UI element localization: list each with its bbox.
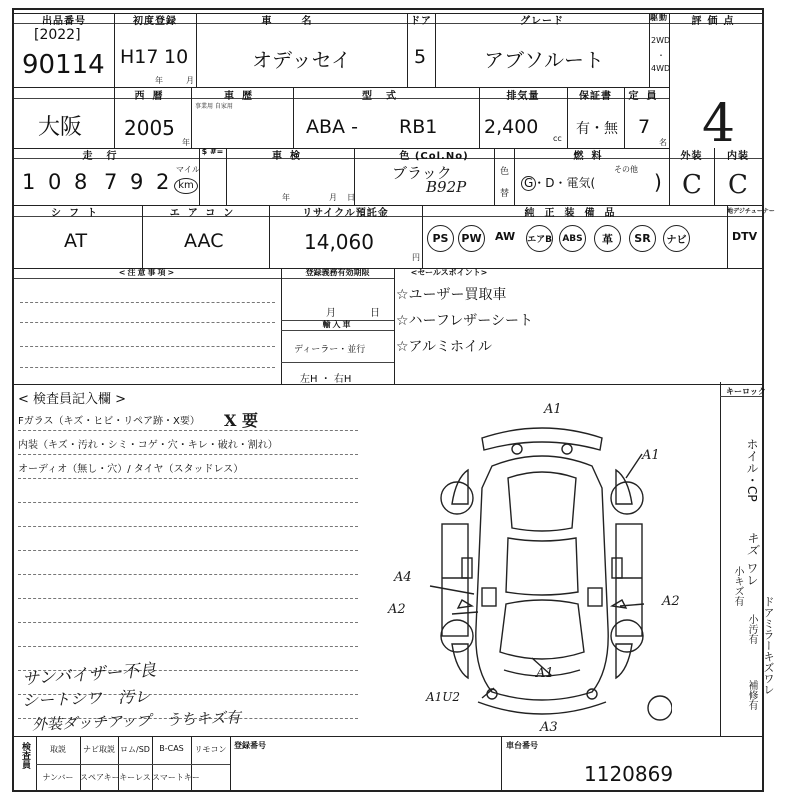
damage-mark-rear: A1 — [544, 402, 562, 417]
inspection-line-audio: オーディオ（無し・穴）/ タイヤ（スタッドレス） — [18, 464, 244, 475]
inspector-grid-label: 検査員 — [20, 742, 30, 769]
grid-navi-manual: ナビ取説 — [83, 745, 115, 754]
rule — [114, 13, 115, 148]
sales-point-1: ☆ユーザー買取車 — [396, 287, 507, 303]
mileage-digit: 2 — [156, 170, 170, 194]
auction-sheet — [12, 8, 775, 792]
key-lock-header: キーロック — [726, 387, 766, 396]
sales-point-2: ☆ハーフレザーシート — [396, 313, 534, 329]
rule — [394, 268, 395, 384]
fuel-header: 燃料 — [573, 151, 610, 162]
handwritten-note-2: シートシワ 汚レ — [21, 686, 151, 711]
equipment-header: 純正装備品 — [524, 208, 625, 219]
rule — [14, 384, 762, 385]
damage-mark-left-door: A4 — [394, 570, 412, 585]
history-note: 事業用 自家用 — [195, 103, 233, 110]
inspection-year-unit: 年 — [282, 193, 290, 202]
mileage-unit-circled: km — [174, 178, 198, 194]
fuel-value: G・D・電気( — [524, 176, 596, 190]
mileage-digit: 0 — [48, 170, 62, 194]
equipment-airbag: エアB — [526, 225, 553, 252]
color-tag-b: 替 — [500, 189, 510, 199]
shift-header: シフト — [51, 208, 105, 219]
inspection-line-glass: Fガラス（キズ・ヒビ・リペア跡・X要） — [18, 416, 200, 427]
fuel-close: ) — [654, 170, 662, 194]
shift-value: AT — [64, 230, 88, 252]
inspector-line — [18, 622, 358, 623]
grid-rom-sd: ロム/SD — [120, 745, 150, 754]
capacity-unit: 名 — [659, 138, 667, 147]
equipment-pw: PW — [458, 225, 485, 252]
glass-x-mark: X 要 — [224, 411, 258, 430]
inspector-line — [18, 598, 358, 599]
mileage-digit: 9 — [130, 170, 144, 194]
grid-smart-key: スマートキー — [152, 773, 200, 782]
displacement-header: 排気量 — [506, 91, 540, 102]
rule — [649, 13, 650, 87]
drive-2wd: 2WD — [651, 36, 671, 45]
rule — [14, 736, 762, 737]
mileage-digit: 7 — [104, 170, 118, 194]
reg-year-unit: 年 — [155, 76, 163, 85]
model-year-value: 2005 — [124, 116, 175, 140]
exterior-header: 外装 — [680, 151, 703, 162]
inspector-notes-header: < 検査員記入欄 > — [18, 392, 127, 407]
wheel-mark: キズ — [745, 532, 759, 556]
reg-era-value: H17 — [120, 46, 159, 68]
chassis-number-header: 車台番号 — [506, 741, 538, 750]
sales-points-header: <セールスポイント> — [410, 268, 488, 277]
grid-bcas: B-CAS — [159, 744, 184, 753]
small-dirt-text: 小汚有 — [746, 614, 757, 644]
score-value: 4 — [702, 94, 736, 154]
lot-value: 90114 — [22, 50, 105, 80]
inspection-line-interior: 内装（キズ・汚れ・シミ・コゲ・穴・キレ・破れ・割れ） — [18, 440, 278, 451]
region-value: 大阪 — [38, 115, 83, 140]
damage-mark-right-front: A2 — [662, 594, 680, 609]
equipment-abs: ABS — [559, 225, 586, 252]
rule — [501, 736, 502, 792]
mirror-text: ドアミラーキズワレ — [762, 596, 775, 695]
mileage-header: 走行 — [82, 151, 131, 162]
mileage-digit: 8 — [74, 170, 88, 194]
header-subrule — [281, 362, 394, 363]
header-subrule — [14, 278, 394, 279]
inspection-month-unit: 月 — [329, 193, 337, 202]
color-header: 色 (Col.No) — [399, 151, 469, 162]
recycle-fee-value: 14,060 — [304, 230, 374, 254]
doors-value: 5 — [414, 46, 427, 68]
capacity-header: 定員 — [628, 91, 665, 102]
reg-month-value: 10 — [164, 46, 189, 68]
score-header: 評価点 — [691, 16, 740, 27]
car-name-header: 車名 — [261, 16, 342, 27]
notes-header: <注意事項> — [118, 268, 177, 277]
inspector-line — [18, 454, 358, 455]
capacity-value: 7 — [638, 116, 651, 138]
inspector-line — [18, 646, 358, 647]
reg-expiry-header: 登録義務有効期限 — [305, 268, 370, 277]
inspection-day-unit: 日 — [347, 193, 355, 202]
import-car-header: 輸入車 — [322, 320, 353, 329]
notes-line — [20, 302, 275, 303]
interior-grade-value: C — [728, 170, 748, 200]
header-subrule — [36, 764, 230, 765]
fuel-other: その他 — [614, 165, 638, 174]
reg-expiry-month: 月 — [326, 308, 336, 319]
equipment-navi: ナビ — [663, 225, 690, 252]
notes-line — [20, 367, 275, 368]
interior-header: 内装 — [727, 151, 749, 162]
grade-value: アブソルート — [484, 48, 604, 72]
grid-spare-key: スペアキー — [80, 773, 120, 782]
damage-mark-hood: A1 — [536, 666, 554, 681]
car-name-value: オデッセイ — [252, 48, 351, 72]
inspector-line — [18, 550, 358, 551]
rule — [230, 736, 231, 792]
drive-header: 駆動 — [650, 13, 668, 22]
recycle-fee-unit: 円 — [412, 253, 420, 262]
rule — [199, 148, 200, 205]
drive-dot: ・ — [657, 51, 665, 60]
equipment-aw: AW — [495, 230, 516, 243]
header-subrule — [281, 330, 394, 331]
reg-expiry-day: 日 — [370, 308, 380, 319]
notes-line — [20, 322, 275, 323]
repair-text: 補修有 — [746, 680, 757, 710]
inspector-line — [18, 526, 358, 527]
grid-number-plate: ナンバー — [42, 773, 74, 782]
damage-mark-front-bumper: A1U2 — [426, 690, 461, 704]
grade-header: グレード — [520, 16, 564, 27]
meter-swap-header: $ #= — [201, 147, 224, 156]
tuner-header: 地デジチューナー — [727, 208, 775, 215]
inspector-line — [18, 574, 358, 575]
wheel-text: ホイル・CP — [745, 438, 759, 502]
grid-remote: リモコン — [194, 745, 227, 754]
damage-mark-rear-right: A1 — [642, 448, 660, 463]
model-year-unit: 年 — [182, 138, 190, 147]
equipment-sr: SR — [629, 225, 656, 252]
damage-mark-front: A3 — [540, 720, 558, 735]
inspector-line — [18, 478, 358, 479]
aircon-header: エアコン — [169, 208, 242, 219]
warranty-value: 有・無 — [576, 121, 618, 137]
rule — [720, 382, 721, 736]
wheel-end-text: ワレ — [745, 562, 759, 586]
color-code-handwritten: B92P — [426, 178, 467, 196]
chassis-number-value: 1120869 — [584, 762, 674, 786]
sales-point-3: ☆アルミホイル — [396, 339, 492, 355]
exterior-grade-value: C — [682, 170, 702, 200]
inspector-line — [18, 430, 358, 431]
model-code-value: RB1 — [399, 116, 438, 138]
lot-number-header: 出品番号 — [42, 16, 86, 27]
equipment-dtv: DTV — [732, 230, 758, 243]
doors-header: ドア — [410, 16, 432, 27]
inspector-line — [18, 502, 358, 503]
grid-manual: 取説 — [50, 745, 66, 754]
color-value: ブラック — [392, 164, 452, 182]
model-prefix-value: ABA - — [306, 116, 358, 138]
equipment-ps: PS — [427, 225, 454, 252]
displacement-value: 2,400 — [484, 116, 539, 138]
displacement-unit: cc — [553, 134, 562, 143]
ledger-number-header: 登録番号 — [234, 741, 266, 750]
mileage-digit: 1 — [22, 170, 36, 194]
damage-mark-left-front: A2 — [388, 602, 406, 617]
equipment-leather: 革 — [594, 225, 621, 252]
year-tag: [2022] — [34, 27, 81, 43]
warranty-header: 保証書 — [579, 91, 612, 102]
history-header: 車歴 — [224, 91, 260, 102]
notes-line — [20, 346, 275, 347]
model-code-header: 型式 — [362, 91, 410, 102]
drive-4wd: 4WD — [651, 64, 671, 73]
grid-keyless: キーレス — [119, 773, 151, 782]
handwritten-note-1: サンバイザー不良 — [21, 660, 157, 690]
mileage-unit-alt: マイル — [176, 165, 200, 174]
first-registration-header: 初度登録 — [133, 16, 177, 27]
reg-month-unit: 月 — [186, 76, 194, 85]
dealer-label: ディーラー・並行 — [294, 345, 366, 355]
recycle-header: リサイクル預託金 — [302, 208, 389, 219]
handwritten-note-3: 外装ダッチアップ うちキズ有 — [31, 708, 241, 734]
model-year-header: 西暦 — [134, 91, 171, 102]
small-scratch-text: 小キズ有 — [732, 566, 743, 606]
handle-label: 左H ・ 右H — [300, 374, 352, 385]
color-tag-a: 色 — [500, 167, 510, 177]
inspection-header: 車検 — [272, 151, 308, 162]
aircon-value: AAC — [184, 230, 224, 252]
